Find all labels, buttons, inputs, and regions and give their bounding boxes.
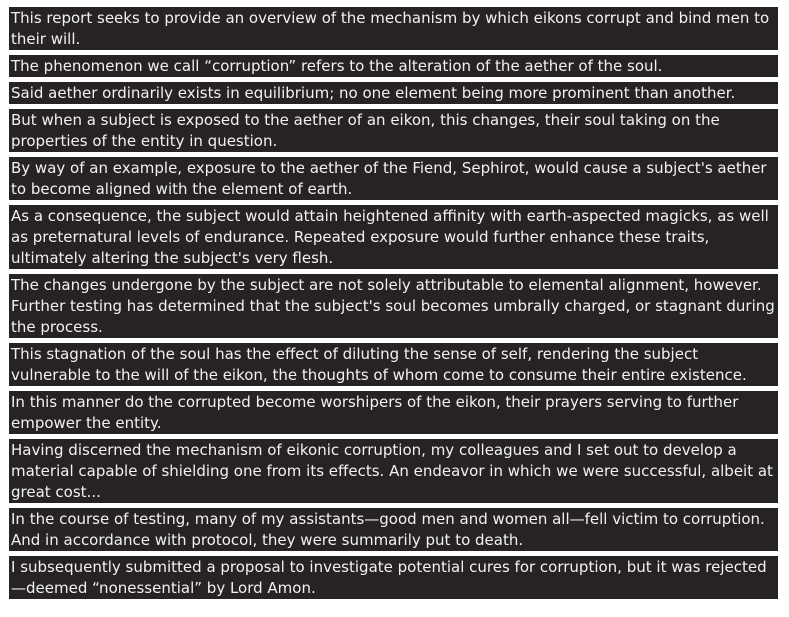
paragraph-5: By way of an example, exposure to the aether of the Fiend, Sephirot, would cause a subject's aether to become aligned with the element of earth.: [9, 157, 778, 200]
paragraph-2: The phenomenon we call “corruption” refers to the alteration of the aether of the soul.: [9, 55, 778, 77]
paragraph-4: But when a subject is exposed to the aether of an eikon, this changes, their soul taking on the properties of the entity in question.: [9, 109, 778, 152]
paragraph-12: I subsequently submitted a proposal to investigate potential cures for corruption, but it was rejected—deemed “nonessential” by Lord Amon.: [9, 556, 778, 599]
paragraph-1: This report seeks to provide an overview of the mechanism by which eikons corrupt and bind men to their will.: [9, 7, 778, 50]
paragraph-6: As a consequence, the subject would attain heightened affinity with earth-aspected magicks, as well as preternatural levels of endurance. Repeated exposure would further enhance these traits, ultimately altering the subject's very flesh.: [9, 205, 778, 269]
report-document: [9, 7, 778, 605]
paragraph-11: In the course of testing, many of my assistants—good men and women all—fell victim to corruption. And in accordance with protocol, they were summarily put to death.: [9, 508, 778, 551]
paragraph-9: In this manner do the corrupted become worshipers of the eikon, their prayers serving to further empower the entity.: [9, 391, 778, 434]
paragraph-8: This stagnation of the soul has the effect of diluting the sense of self, rendering the subject vulnerable to the will of the eikon, the thoughts of whom come to consume their entire existence.: [9, 343, 778, 386]
paragraph-7: The changes undergone by the subject are not solely attributable to elemental alignment, however. Further testing has determined that the subject's soul becomes umbrally charged, or stagnant during the process.: [9, 274, 778, 338]
paragraph-10: Having discerned the mechanism of eikonic corruption, my colleagues and I set out to develop a material capable of shielding one from its effects. An endeavor in which we were successful, albeit at great cost...: [9, 439, 778, 503]
paragraph-3: Said aether ordinarily exists in equilibrium; no one element being more prominent than another.: [9, 82, 778, 104]
